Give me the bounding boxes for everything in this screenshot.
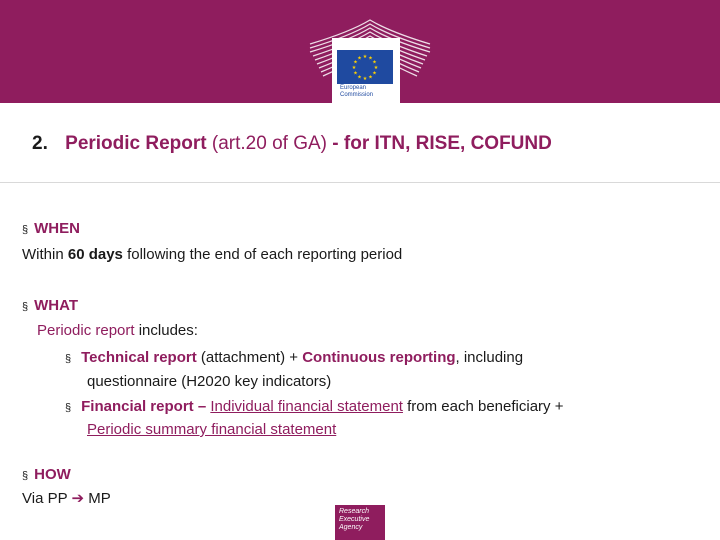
star-icon: ★ [373,65,379,71]
title-number: 2. [32,133,48,154]
when-text [22,246,402,263]
how-from: Via PP [22,490,68,507]
item-text: from each beneficiary + [407,398,564,415]
star-icon: ★ [362,76,368,82]
bullet: § [65,353,72,365]
divider [0,182,720,183]
star-icon: ★ [368,55,373,62]
when-heading [22,220,80,237]
what-heading [22,297,78,314]
item-bold: Continuous reporting [302,349,456,366]
what-intro-rest: includes: [138,322,198,339]
star-icon: ★ [353,70,358,77]
star-icon: ★ [357,74,362,81]
title-paren: (art.20 of GA) [211,133,328,154]
when-post: following the end of each reporting period [127,246,403,263]
bullet: § [22,301,29,313]
when-label: WHEN [34,220,80,237]
agency-line: Agency [339,524,363,531]
arrow-icon: ➔ [71,490,85,507]
title-suffix: - for ITN, RISE, COFUND [332,133,552,154]
logo-text-line: Commission [340,92,374,98]
what-item-line2: questionnaire (H2020 key indicators) [87,373,332,390]
what-item [65,349,523,366]
star-icon: ★ [372,70,377,77]
how-text [22,489,111,507]
periodic-summary-link[interactable]: Periodic summary financial statement [87,421,337,438]
when-pre: Within [22,246,64,263]
item-bold: Technical report [81,349,197,366]
star-icon: ★ [351,65,357,71]
how-heading [22,466,71,483]
rea-agency-logo [335,505,385,540]
slide-title [32,133,552,155]
what-label: WHAT [34,297,78,314]
how-label: HOW [34,466,71,483]
star-icon: ★ [368,74,373,81]
logo-text [340,85,373,99]
bullet: § [65,402,72,414]
star-icon: ★ [372,59,377,66]
item-text: , including [455,349,524,366]
star-icon: ★ [362,54,368,60]
how-to: MP [88,490,111,507]
star-icon: ★ [353,59,358,66]
star-icon: ★ [357,55,362,62]
what-intro-bold: Periodic report [37,322,135,339]
item-text: (attachment) + [200,349,299,366]
logo-text-line: European [340,85,367,91]
item-bold: Financial report – [81,398,207,415]
bullet: § [22,470,29,482]
european-commission-logo [305,14,435,101]
title-main: Periodic Report [65,133,207,154]
bullet: § [22,224,29,236]
what-item [65,398,563,415]
eu-flag-icon [337,50,393,84]
what-intro [37,322,198,339]
when-days: 60 days [67,246,123,263]
individual-financial-statement-link[interactable]: Individual financial statement [210,398,403,415]
agency-line: Executive [339,516,370,523]
agency-line: Research [339,508,369,515]
